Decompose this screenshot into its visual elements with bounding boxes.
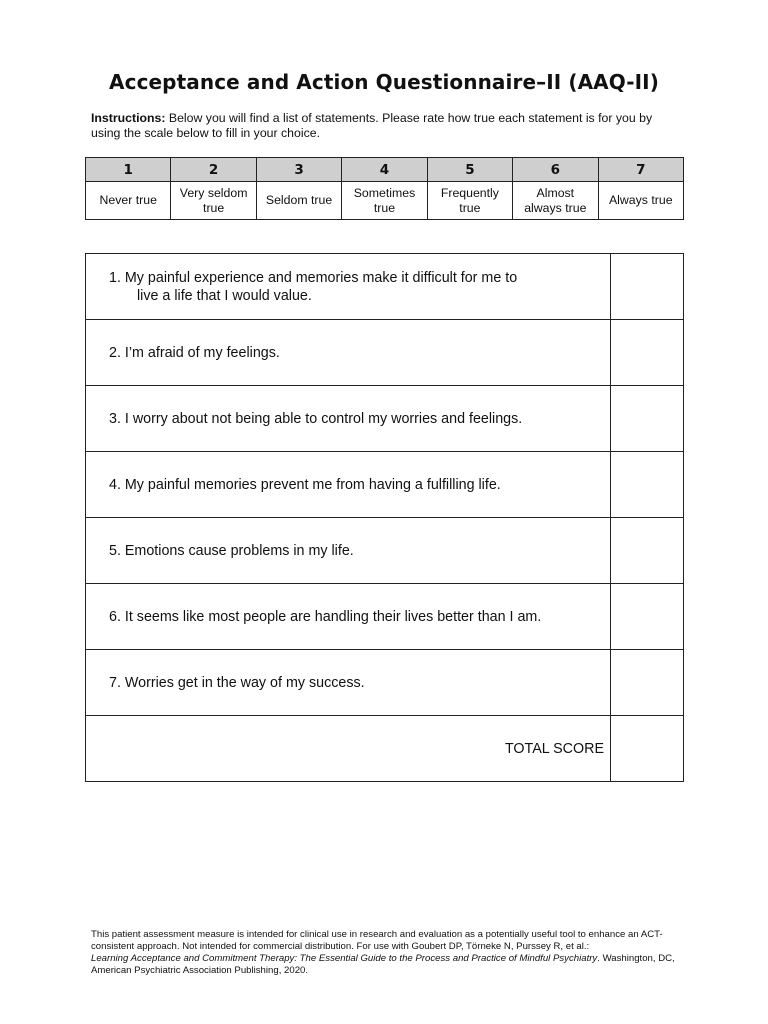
item-text: 1. My painful experience and memories make it difficult for me to <box>109 269 518 286</box>
scale-label-text: Frequently true <box>440 185 499 215</box>
item-statement: 6. It seems like most people are handling their lives better than I am. <box>86 584 611 650</box>
item-row <box>86 254 684 320</box>
page-title: Acceptance and Action Questionnaire–II (AAQ-II) <box>109 70 659 94</box>
scale-number: 4 <box>342 158 427 182</box>
instructions <box>91 111 681 141</box>
scale-number: 3 <box>256 158 341 182</box>
item-row <box>86 452 684 518</box>
item-row <box>86 650 684 716</box>
rating-scale-table <box>85 157 684 220</box>
scale-label-text: Very seldom true <box>179 185 248 215</box>
scale-label <box>513 182 598 220</box>
item-statement <box>86 254 611 320</box>
total-row <box>86 716 684 782</box>
item-statement: 3. I worry about not being able to control my worries and feelings. <box>86 386 611 452</box>
scale-number: 6 <box>513 158 598 182</box>
scale-label-row <box>86 182 684 220</box>
item-answer-cell[interactable] <box>611 452 684 518</box>
item-row <box>86 518 684 584</box>
scale-number: 1 <box>86 158 171 182</box>
scale-number-row <box>86 158 684 182</box>
scale-label: Never true <box>86 182 171 220</box>
scale-label <box>171 182 256 220</box>
total-score-cell[interactable] <box>611 716 684 782</box>
item-statement: 4. My painful memories prevent me from having a fulfilling life. <box>86 452 611 518</box>
item-statement: 2. I’m afraid of my feelings. <box>86 320 611 386</box>
scale-label-text: Almost always true <box>524 185 587 215</box>
scale-number: 5 <box>427 158 512 182</box>
item-statement: 7. Worries get in the way of my success. <box>86 650 611 716</box>
item-answer-cell[interactable] <box>611 518 684 584</box>
item-row <box>86 584 684 650</box>
footer-note <box>91 929 681 977</box>
item-row <box>86 320 684 386</box>
item-row <box>86 386 684 452</box>
scale-label-text: Sometimes true <box>353 185 416 215</box>
scale-label: Seldom true <box>256 182 341 220</box>
scale-label: Always true <box>598 182 683 220</box>
scale-label <box>342 182 427 220</box>
instructions-label: Instructions: <box>91 111 166 125</box>
item-answer-cell[interactable] <box>611 320 684 386</box>
item-answer-cell[interactable] <box>611 584 684 650</box>
item-answer-cell[interactable] <box>611 650 684 716</box>
questionnaire-items-table <box>85 253 684 782</box>
scale-label <box>427 182 512 220</box>
footer-text: This patient assessment measure is intended for clinical use in research and evaluation as a potentially useful tool to enhance an ACT-consistent approach. Not intended for commercial distribution. For use with Goubert DP, Törneke N, Purssey R, et al.: <box>91 929 663 952</box>
item-answer-cell[interactable] <box>611 386 684 452</box>
instructions-text: Below you will find a list of statements. Please rate how true each statement is for you by using the scale below to fill in your choice. <box>91 111 653 140</box>
total-score-label: TOTAL SCORE <box>86 716 611 782</box>
item-text-continued: live a life that I would value. <box>137 287 312 304</box>
item-statement: 5. Emotions cause problems in my life. <box>86 518 611 584</box>
scale-number: 2 <box>171 158 256 182</box>
footer-book-title: Learning Acceptance and Commitment Therapy: The Essential Guide to the Process and Practice of Mindful Psychiatry <box>91 953 598 964</box>
scale-number: 7 <box>598 158 683 182</box>
footer-publisher: . Washington, DC, American Psychiatric Association Publishing, 2020. <box>91 953 675 976</box>
item-answer-cell[interactable] <box>611 254 684 320</box>
